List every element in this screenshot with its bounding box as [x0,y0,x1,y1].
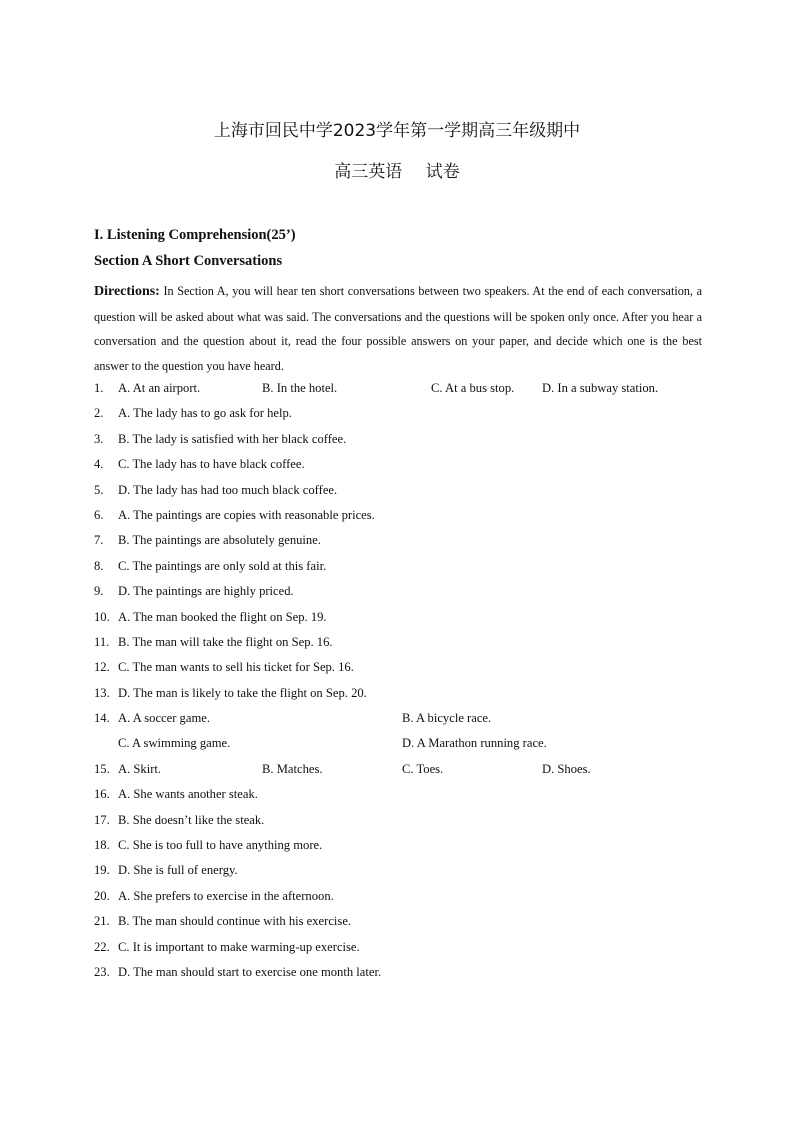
option-text: B. The lady is satisfied with her black coffee. [118,431,347,446]
question-number: 16. [94,787,110,802]
directions-text: In Section A, you will hear ten short conversations between two speakers. At the end of each conversation, a question will be asked about what was said. The conversations and the questions will be spoken only once. After you hear a conversation and the question about it, read the four possible answers on your paper, and decide which one is the best answer to the question you have heard. [94,284,702,373]
question-number: 5. [94,482,104,497]
question-21 [94,911,714,936]
question-22 [94,937,714,962]
question-3 [94,429,714,454]
question-number: 12. [94,660,110,675]
option-d: D. In a subway station. [542,381,659,395]
question-number: 18. [94,838,110,853]
question-15 [94,759,714,784]
question-number: 11. [94,634,110,649]
question-number: 7. [94,533,104,548]
option-d: D. Shoes. [542,761,591,776]
question-20 [94,886,714,911]
option-text: D. The paintings are highly priced. [118,584,294,599]
question-9 [94,581,714,606]
option-text: A. She prefers to exercise in the afternoon. [118,888,334,903]
option-text: C. She is too full to have anything more. [118,838,323,853]
exam-title: 上海市回民中学2023学年第一学期高三年级期中 [213,121,581,141]
question-5 [94,480,714,505]
question-number: 17. [94,812,110,827]
option-text: B. The paintings are absolutely genuine. [118,533,321,548]
option-text: D. The man is likely to take the flight on Sep. 20. [118,685,367,700]
question-4 [94,454,714,479]
option-text: C. The paintings are only sold at this fair. [118,558,327,573]
question-number: 22. [94,939,110,954]
question-16 [94,784,714,809]
option-text: B. The man should continue with his exercise. [118,914,352,929]
question-14-continued [94,733,714,758]
question-number: 20. [94,888,110,903]
option-c: C. A swimming game. [118,736,231,751]
question-list [94,378,714,987]
question-11 [94,632,714,657]
option-text: B. She doesn’t like the steak. [118,812,265,827]
part-heading: I. Listening Comprehension(25’) [94,227,296,243]
question-number: 9. [94,584,104,599]
question-number: 19. [94,863,110,878]
question-6 [94,505,714,530]
option-b: B. A bicycle race. [402,711,492,726]
option-c: C. Toes. [402,761,444,776]
directions-paragraph [94,279,702,378]
question-7 [94,530,714,555]
question-number: 21. [94,914,110,929]
option-text: B. The man will take the flight on Sep. 16. [118,634,333,649]
question-number: 15. [94,761,110,776]
question-10 [94,607,714,632]
option-text: C. The man wants to sell his ticket for Sep. 16. [118,660,354,675]
question-number: 3. [94,431,104,446]
option-text: A. The paintings are copies with reasonable prices. [118,507,375,522]
question-18 [94,835,714,860]
question-19 [94,860,714,885]
question-number: 2. [94,406,104,421]
question-number: 4. [94,457,104,472]
directions-label: Directions: [94,284,160,299]
option-text: D. The man should start to exercise one month later. [118,964,382,979]
option-a: A. Skirt. [118,761,162,776]
question-2 [94,403,714,428]
question-number: 10. [94,609,110,624]
option-text: A. The lady has to go ask for help. [118,406,292,421]
question-number: 6. [94,507,104,522]
question-number: 14. [94,711,110,726]
question-13 [94,683,714,708]
question-number: 13. [94,685,110,700]
option-d: D. A Marathon running race. [402,736,547,751]
question-14 [94,708,714,733]
option-text: A. The man booked the flight on Sep. 19. [118,609,327,624]
section-heading: Section A Short Conversations [94,253,283,269]
option-c: C. At a bus stop. [431,381,515,395]
option-text: D. She is full of energy. [118,863,238,878]
question-number: 8. [94,558,104,573]
option-text: D. The lady has had too much black coffee. [118,482,338,497]
option-b: B. In the hotel. [262,381,338,395]
option-text: C. It is important to make warming-up exercise. [118,939,360,954]
option-text: A. She wants another steak. [118,787,258,802]
option-a: A. A soccer game. [118,711,210,726]
option-text: C. The lady has to have black coffee. [118,457,305,472]
question-1 [94,378,714,403]
question-23 [94,962,714,987]
question-12 [94,657,714,682]
question-number: 23. [94,964,110,979]
question-17 [94,810,714,835]
option-a: A. At an airport. [118,381,201,395]
option-b: B. Matches. [262,761,323,776]
exam-subtitle: 高三英语 试卷 [334,162,460,182]
question-8 [94,556,714,581]
question-number: 1. [94,381,104,395]
